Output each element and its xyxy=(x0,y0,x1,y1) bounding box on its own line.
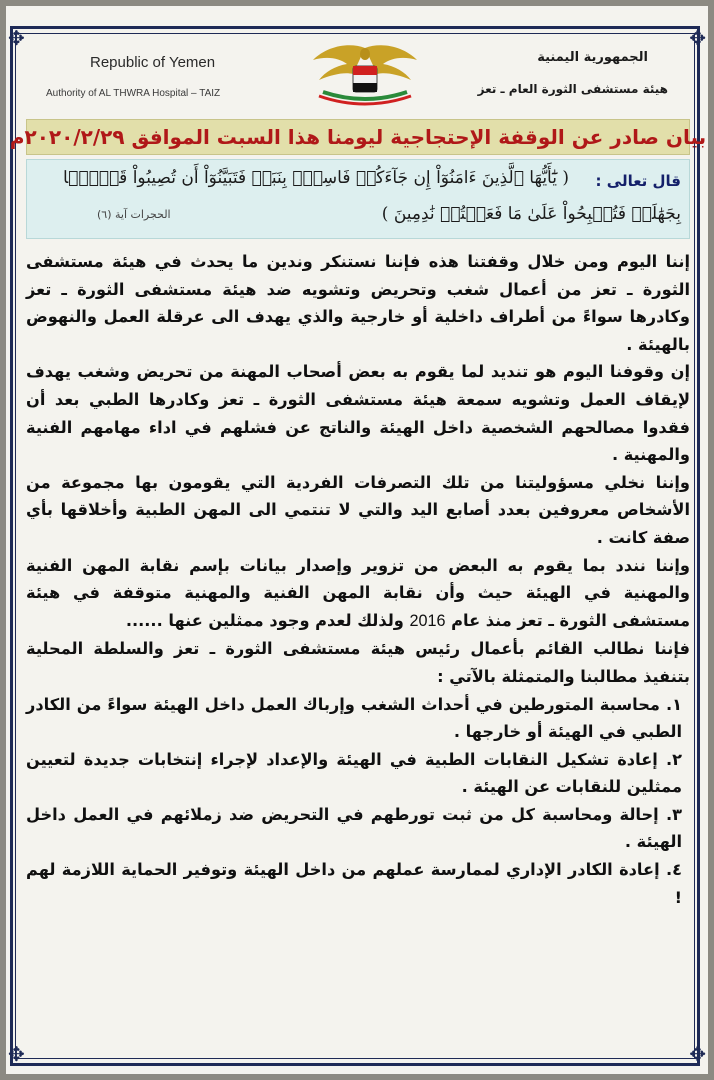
paragraph: إننا اليوم ومن خلال وقفتنا هذه فإننا نستنكر وندين ما يحدث في هيئة مستشفى الثورة ـ تعز من أعمال شغب وتحريض وتشويه ضد هيئة مستشفى الثورة ـ تعز وكادرها سواءً من أطراف داخلية أو خارجية والذي يهدف الى عرقلة العمل والنهوض بالهيئة . xyxy=(26,252,690,354)
header-authority-en: Authority of AL THWRA Hospital – TAIZ xyxy=(46,88,221,99)
paragraph: وإننا نخلي مسؤوليتنا من تلك التصرفات الفردية التي يقومون بها مجموعة من الأشخاص معروفين بعدد أصابع اليد والتي لا تنتمي الى المهن الطبية وأخلاقها بأي صفة كانت . xyxy=(26,472,690,547)
verse-label: قال تعالى : xyxy=(595,172,681,190)
verse-line-1: ( يَٰٓأَيُّهَا ٱلَّذِينَ ءَامَنُوٓاْ إِن جَآءَكُمۡ فَاسِقُۢ بِنَبَإٖ فَتَبَيَّنُوٓاْ أَن تُصِيبُواْ قَوۡمَۢا xyxy=(62,168,569,188)
demand-item: ٣. إحالة ومحاسبة كل من ثبت تورطهم في التحريض ضد زملائهم في العمل داخل الهيئة . xyxy=(26,804,682,852)
corner-ornament-icon: ✥ xyxy=(689,26,706,50)
paragraph-text: وإننا نندد بما يقوم به البعض من تزوير وإصدار بيانات بإسم نقابة المهن الفنية والمهنية في الهيئة حيث وأن نقابة المهن الفنية والمهنية متوقفة في هيئة مستشفى الثورة ـ تعز منذ عام xyxy=(26,555,690,630)
verse-line-2: بِجَهَٰلَةٖ فَتُصۡبِحُواْ عَلَىٰ مَا فَعَلۡتُمۡ نَٰدِمِينَ ) xyxy=(381,204,681,224)
quran-verse-box xyxy=(26,159,690,239)
year-value: 2016 xyxy=(409,611,446,630)
statement-body xyxy=(26,248,690,911)
paragraph-text: ولذلك لعدم وجود ممثلين عنها ...... xyxy=(125,610,404,630)
demand-item: ٤. إعادة الكادر الإداري لممارسة عملهم من داخل الهيئة وتوفير الحماية اللازمة لهم ! xyxy=(26,860,682,907)
document-page xyxy=(6,6,708,1074)
corner-ornament-icon: ✥ xyxy=(689,1042,706,1066)
paragraph xyxy=(26,552,690,636)
demand-item: ٢. إعادة تشكيل النقابات الطبية في الهيئة والإعداد لإجراء إنتخابات جديدة لتعيين ممثلين للنقابات عن الهيئة . xyxy=(26,749,682,797)
paragraph: فإننا نطالب القائم بأعمال رئيس هيئة مستشفى الثورة ـ تعز والسلطة المحلية بتنفيذ مطالبنا والمتمثلة بالآتي : xyxy=(26,639,690,686)
header-country-en: Republic of Yemen xyxy=(90,54,216,71)
corner-ornament-icon: ✥ xyxy=(8,26,25,50)
demand-item: ١. محاسبة المتورطين في أحداث الشغب وإرباك العمل داخل الهيئة سواءً من الكادر الطبي في الهيئة أو خارجها . xyxy=(26,694,682,742)
header-country-ar: الجمهورية اليمنية xyxy=(537,50,648,65)
statement-title: بيان صادر عن الوقفة الإحتجاجية ليومنا هذا السبت الموافق ٢٠٢٠/٢/٢٩م xyxy=(9,125,707,149)
yemen-emblem-eagle-icon xyxy=(309,40,421,110)
header-authority-ar: هيئة مستشفى الثورة العام ـ تعز xyxy=(477,82,668,96)
verse-reference: الحجرات آية (٦) xyxy=(97,208,171,221)
corner-ornament-icon: ✥ xyxy=(8,1042,25,1066)
paragraph: إن وقوفنا اليوم هو تنديد لما يقوم به بعض أصحاب المهنة من تحريض وشغب يهدف لإيقاف العمل وتشويه سمعة هيئة مستشفى الثورة ـ تعز وكادرها الطبي بعد أن فقدوا مصالحهم الشخصية داخل الهيئة والناتج عن فشلهم في اداء مهامهم الفنية والمهنية . xyxy=(26,362,690,465)
statement-title-bar xyxy=(9,119,707,155)
